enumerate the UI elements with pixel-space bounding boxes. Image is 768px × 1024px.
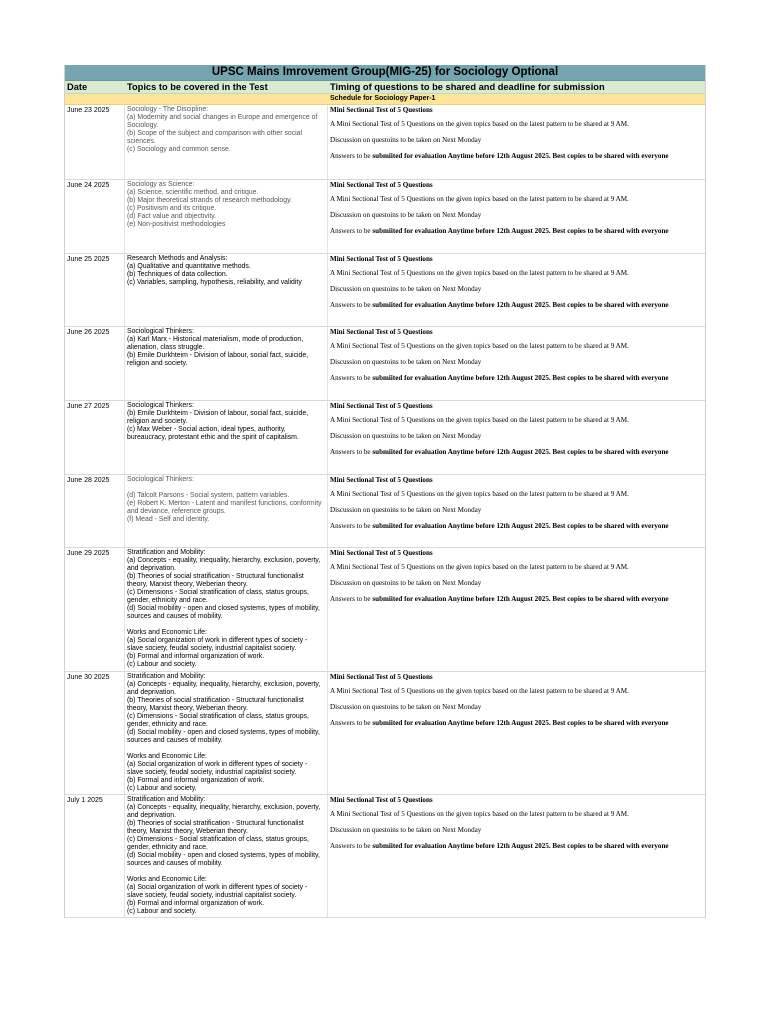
- row-topics: [125, 180, 328, 253]
- row-date: July 1 2025: [65, 795, 125, 917]
- topic-line: Sociological Thinkers:: [127, 402, 194, 409]
- test-answers-text: [330, 595, 701, 603]
- topic-line: (c) Max Weber - Social action, ideal types, authority, bureaucracy, protestant ethic and the spirit of capitalism.: [127, 426, 299, 441]
- test-discussion-text: Discussion on questoins to be taken on Next Monday: [330, 432, 482, 440]
- topic-line: Stratification and Mobility:: [127, 549, 206, 556]
- topic-line: (e) Robert K. Merton - Latent and manifest functions, conformity and deviance, reference groups.: [127, 500, 324, 515]
- topic-line: Research Methods and Analysis:: [127, 255, 228, 262]
- row-topics: [125, 795, 328, 917]
- topic-line: (c) Labour and society.: [127, 785, 197, 792]
- answers-prefix: Answers to be: [330, 719, 371, 727]
- topic-line: (a) Karl Marx - Historical materialism, mode of production, alienation, class struggle.: [127, 336, 306, 351]
- header-timing: Timing of questions to be shared and deadline for submission: [330, 82, 605, 92]
- row-topics: [125, 105, 328, 179]
- test-answers-text: [330, 448, 701, 456]
- test-share-text: A Mini Sectional Test of 5 Questions on the given topics based on the latest pattern to be shared at 9 AM.: [330, 687, 629, 695]
- answers-prefix: Answers to be: [330, 842, 371, 850]
- answers-deadline: submiited for evaluation Anytime before 12th August 2025. Best copies to be shared with everyone: [372, 152, 669, 160]
- topic-line: (a) Social organization of work in different types of society - slave society, feudal society, industrial capitalist society.: [127, 637, 310, 652]
- test-discussion-text: Discussion on questoins to be taken on Next Monday: [330, 703, 482, 711]
- row-topics: [125, 548, 328, 671]
- table-row: [65, 548, 705, 672]
- test-heading: Mini Sectional Test of 5 Questions: [330, 549, 433, 557]
- table-row: [65, 105, 705, 180]
- topic-line: (c) Positivism and its critique.: [127, 205, 217, 212]
- answers-prefix: Answers to be: [330, 595, 371, 603]
- topic-line: (c) Labour and society.: [127, 908, 197, 915]
- topic-line: (b) Emile Durkhteim - Division of labour, social fact, suicide, religion and society.: [127, 410, 311, 425]
- table-row: [65, 401, 705, 475]
- topic-line: (a) Science, scientific method, and critique.: [127, 189, 259, 196]
- topic-line: (f) Mead - Self and identity.: [127, 516, 210, 523]
- test-discussion-text: Discussion on questoins to be taken on Next Monday: [330, 826, 482, 834]
- topic-line: Works and Economic Life:: [127, 753, 207, 760]
- answers-prefix: Answers to be: [330, 301, 371, 309]
- test-discussion-text: Discussion on questoins to be taken on Next Monday: [330, 285, 482, 293]
- row-timing: [328, 475, 705, 547]
- topic-line: [127, 484, 325, 492]
- topic-line: (b) Theories of social stratification - Structural functionalist theory, Marxist theory, Weberian theory.: [127, 697, 306, 712]
- answers-deadline: submiited for evaluation Anytime before 12th August 2025. Best copies to be shared with everyone: [372, 842, 669, 850]
- answers-deadline: submiited for evaluation Anytime before 12th August 2025. Best copies to be shared with everyone: [372, 595, 669, 603]
- test-share-text: A Mini Sectional Test of 5 Questions on the given topics based on the latest pattern to be shared at 9 AM.: [330, 342, 629, 350]
- test-discussion-text: Discussion on questoins to be taken on Next Monday: [330, 211, 482, 219]
- row-date: June 23 2025: [65, 105, 125, 179]
- test-heading: Mini Sectional Test of 5 Questions: [330, 673, 433, 681]
- test-answers-text: [330, 522, 701, 530]
- row-date: June 29 2025: [65, 548, 125, 671]
- topic-line: (a) Social organization of work in different types of society - slave society, feudal society, industrial capitalist society.: [127, 884, 310, 899]
- topic-line: (d) Social mobility - open and closed systems, types of mobility, sources and causes of mobility.: [127, 729, 322, 744]
- test-answers-text: [330, 374, 701, 382]
- answers-deadline: submiited for evaluation Anytime before 12th August 2025. Best copies to be shared with everyone: [372, 719, 669, 727]
- header-row: [65, 81, 705, 94]
- table-row: [65, 327, 705, 401]
- test-discussion-text: Discussion on questoins to be taken on Next Monday: [330, 579, 482, 587]
- table-row: [65, 672, 705, 795]
- answers-deadline: submiited for evaluation Anytime before 12th August 2025. Best copies to be shared with everyone: [372, 522, 669, 530]
- topic-line: Sociological Thinkers:: [127, 476, 194, 483]
- table-row: [65, 475, 705, 548]
- row-timing: [328, 548, 705, 671]
- row-timing: [328, 105, 705, 179]
- schedule-row: [65, 94, 705, 105]
- answers-prefix: Answers to be: [330, 227, 371, 235]
- topic-line: (b) Formal and informal organization of work.: [127, 653, 265, 660]
- topic-line: (a) Concepts - equality, inequality, hierarchy, exclusion, poverty, and deprivation.: [127, 804, 323, 819]
- header-topics: Topics to be covered in the Test: [127, 82, 268, 92]
- test-answers-text: [330, 842, 701, 850]
- topic-line: Stratification and Mobility:: [127, 673, 206, 680]
- test-share-text: A Mini Sectional Test of 5 Questions on the given topics based on the latest pattern to be shared at 9 AM.: [330, 563, 629, 571]
- topic-line: (c) Dimensions - Social stratification of class, status groups, gender, ethnicity and race.: [127, 589, 311, 604]
- topic-line: (b) Emile Durkhteim - Division of labour, social fact, suicide, religion and society.: [127, 352, 311, 367]
- test-answers-text: [330, 152, 701, 160]
- row-timing: [328, 327, 705, 400]
- schedule-label: Schedule for Sociology Paper-1: [330, 95, 436, 102]
- topic-line: (b) Theories of social stratification - Structural functionalist theory, Marxist theory, Weberian theory.: [127, 573, 306, 588]
- answers-deadline: submiited for evaluation Anytime before 12th August 2025. Best copies to be shared with everyone: [372, 227, 669, 235]
- table-row: [65, 254, 705, 327]
- topic-line: (a) Concepts - equality, inequality, hierarchy, exclusion, poverty, and deprivation.: [127, 557, 323, 572]
- topic-line: Sociology as Science:: [127, 181, 195, 188]
- test-share-text: A Mini Sectional Test of 5 Questions on the given topics based on the latest pattern to be shared at 9 AM.: [330, 269, 629, 277]
- row-date: June 28 2025: [65, 475, 125, 547]
- topic-line: (d) Fact value and objectivity.: [127, 213, 217, 220]
- topic-line: (b) Theories of social stratification - Structural functionalist theory, Marxist theory, Weberian theory.: [127, 820, 306, 835]
- topic-line: (c) Labour and society.: [127, 661, 197, 668]
- topic-line: Works and Economic Life:: [127, 876, 207, 883]
- spreadsheet: [64, 65, 706, 918]
- test-heading: Mini Sectional Test of 5 Questions: [330, 402, 433, 410]
- sheet-title: UPSC Mains Imrovement Group(MIG-25) for Sociology Optional: [65, 65, 705, 81]
- test-heading: Mini Sectional Test of 5 Questions: [330, 796, 433, 804]
- answers-prefix: Answers to be: [330, 374, 371, 382]
- row-topics: [125, 327, 328, 400]
- row-date: June 27 2025: [65, 401, 125, 474]
- topic-line: (b) Techniques of data collection.: [127, 271, 228, 278]
- row-topics: [125, 475, 328, 547]
- topic-line: (d) Talcolt Parsons - Social system, pattern variables.: [127, 492, 290, 499]
- test-heading: Mini Sectional Test of 5 Questions: [330, 181, 433, 189]
- test-answers-text: [330, 301, 701, 309]
- test-heading: Mini Sectional Test of 5 Questions: [330, 255, 433, 263]
- topic-line: [127, 621, 325, 629]
- test-share-text: A Mini Sectional Test of 5 Questions on the given topics based on the latest pattern to be shared at 9 AM.: [330, 195, 629, 203]
- row-topics: [125, 254, 328, 326]
- test-share-text: A Mini Sectional Test of 5 Questions on the given topics based on the latest pattern to be shared at 9 AM.: [330, 120, 629, 128]
- header-date: Date: [67, 82, 88, 92]
- test-answers-text: [330, 227, 701, 235]
- topic-line: Sociology - The Discipline:: [127, 106, 209, 113]
- topic-line: (e) Non-positivist methodologies: [127, 221, 226, 228]
- topic-line: (a) Social organization of work in different types of society - slave society, feudal society, industrial capitalist society.: [127, 761, 310, 776]
- row-timing: [328, 401, 705, 474]
- answers-prefix: Answers to be: [330, 522, 371, 530]
- answers-deadline: submiited for evaluation Anytime before 12th August 2025. Best copies to be shared with everyone: [372, 448, 669, 456]
- table-body: [65, 105, 705, 918]
- topic-line: [127, 868, 325, 876]
- test-heading: Mini Sectional Test of 5 Questions: [330, 106, 433, 114]
- topic-line: (b) Formal and informal organization of work.: [127, 900, 265, 907]
- row-timing: [328, 254, 705, 326]
- row-date: June 24 2025: [65, 180, 125, 253]
- answers-deadline: submiited for evaluation Anytime before 12th August 2025. Best copies to be shared with everyone: [372, 374, 669, 382]
- topic-line: (c) Dimensions - Social stratification of class, status groups, gender, ethnicity and race.: [127, 836, 311, 851]
- test-share-text: A Mini Sectional Test of 5 Questions on the given topics based on the latest pattern to be shared at 9 AM.: [330, 490, 629, 498]
- topic-line: [127, 745, 325, 753]
- topic-line: (c) Sociology and common sense.: [127, 146, 231, 153]
- row-timing: [328, 180, 705, 253]
- answers-deadline: submiited for evaluation Anytime before 12th August 2025. Best copies to be shared with everyone: [372, 301, 669, 309]
- test-share-text: A Mini Sectional Test of 5 Questions on the given topics based on the latest pattern to be shared at 9 AM.: [330, 416, 629, 424]
- test-discussion-text: Discussion on questoins to be taken on Next Monday: [330, 136, 482, 144]
- topic-line: (b) Major theoretical strands of research methodology.: [127, 197, 292, 204]
- answers-prefix: Answers to be: [330, 448, 371, 456]
- row-date: June 26 2025: [65, 327, 125, 400]
- topic-line: Sociological Thinkers:: [127, 328, 194, 335]
- topic-line: Stratification and Mobility:: [127, 796, 206, 803]
- topic-line: (d) Social mobility - open and closed systems, types of mobility, sources and causes of mobility.: [127, 605, 322, 620]
- topic-line: (a) Modernity and social changes in Europe and emergence of Sociology.: [127, 114, 320, 129]
- table-row: [65, 795, 705, 918]
- test-discussion-text: Discussion on questoins to be taken on Next Monday: [330, 506, 482, 514]
- topic-line: (b) Scope of the subject and comparison with other social sciences.: [127, 130, 304, 145]
- topic-line: (a) Concepts - equality, inequality, hierarchy, exclusion, poverty, and deprivation.: [127, 681, 323, 696]
- test-share-text: A Mini Sectional Test of 5 Questions on the given topics based on the latest pattern to be shared at 9 AM.: [330, 810, 629, 818]
- topic-line: (b) Formal and informal organization of work.: [127, 777, 265, 784]
- table-row: [65, 180, 705, 254]
- topic-line: (c) Variables, sampling, hypothesis, reliability, and validity: [127, 279, 302, 286]
- row-timing: [328, 795, 705, 917]
- row-timing: [328, 672, 705, 794]
- test-answers-text: [330, 719, 701, 727]
- row-date: June 25 2025: [65, 254, 125, 326]
- test-discussion-text: Discussion on questoins to be taken on Next Monday: [330, 358, 482, 366]
- row-topics: [125, 672, 328, 794]
- answers-prefix: Answers to be: [330, 152, 371, 160]
- topic-line: (d) Social mobility - open and closed systems, types of mobility, sources and causes of mobility.: [127, 852, 322, 867]
- topic-line: (c) Dimensions - Social stratification of class, status groups, gender, ethnicity and race.: [127, 713, 311, 728]
- test-heading: Mini Sectional Test of 5 Questions: [330, 328, 433, 336]
- row-date: June 30 2025: [65, 672, 125, 794]
- topic-line: (a) Qualitative and quantitative methods.: [127, 263, 251, 270]
- topic-line: Works and Economic Life:: [127, 629, 207, 636]
- test-heading: Mini Sectional Test of 5 Questions: [330, 476, 433, 484]
- row-topics: [125, 401, 328, 474]
